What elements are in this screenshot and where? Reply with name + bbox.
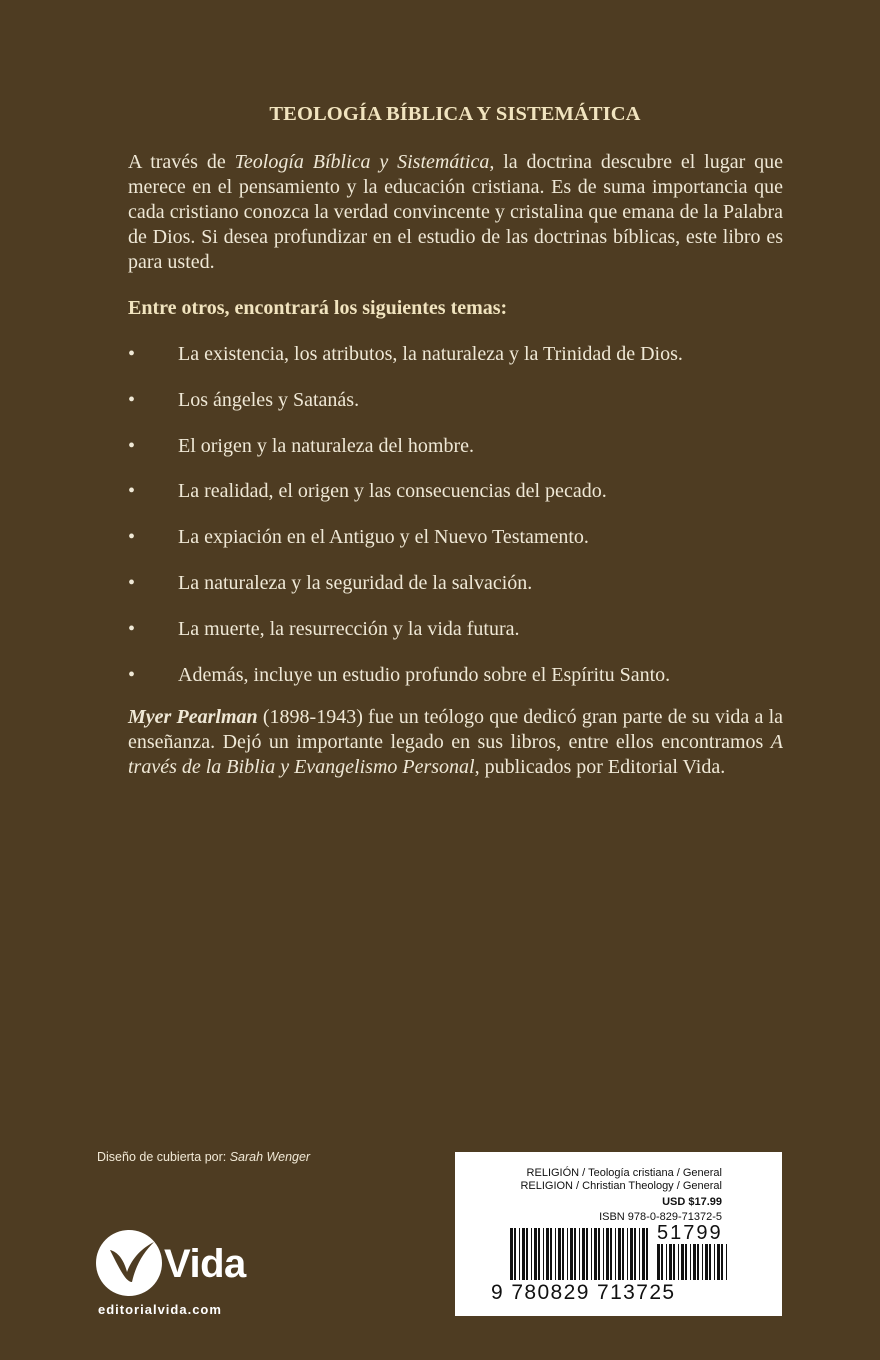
topic-text: La naturaleza y la seguridad de la salvación. xyxy=(178,571,533,594)
barcode-bar xyxy=(555,1228,556,1280)
topic-text: Además, incluye un estudio profundo sobre el Espíritu Santo. xyxy=(178,663,671,686)
designer-name: Sarah Wenger xyxy=(229,1150,311,1164)
barcode-bar xyxy=(598,1228,600,1280)
author-books: A través de la Biblia y Evangelismo Personal xyxy=(128,731,783,778)
topics-heading: Entre otros, encontrará los siguientes temas: xyxy=(128,297,508,319)
credit-label: Diseño de cubierta por: xyxy=(97,1150,230,1164)
topic-text: Los ángeles y Satanás. xyxy=(178,388,360,411)
barcode-bar xyxy=(717,1244,720,1280)
barcode-bar xyxy=(546,1228,549,1280)
bullet: • xyxy=(128,434,136,457)
barcode-bar xyxy=(550,1228,552,1280)
barcode-bar xyxy=(538,1228,540,1280)
bullet: • xyxy=(128,480,136,503)
dove-icon xyxy=(96,1230,162,1296)
topic-text: La expiación en el Antiguo y el Nuevo Testamento. xyxy=(178,526,589,549)
barcode-bar xyxy=(669,1244,672,1280)
intro-post: , la doctrina descubre el lugar que merece en el pensamiento y la educación cristiana. Es de suma importancia que cada cristiano conozca la verdad convincente y cristalina que emana de la Palabra de Dios. Si desea profundizar en el estudio de las doctrinas bíblicas, este libro es para usted. xyxy=(128,151,783,273)
barcode-bar xyxy=(594,1228,597,1280)
barcode-bar xyxy=(522,1228,525,1280)
vida-logo xyxy=(96,1230,266,1320)
bullet: • xyxy=(128,663,136,686)
barcode-bar xyxy=(726,1244,727,1280)
barcode-bar xyxy=(622,1228,624,1280)
topic-text: La realidad, el origen y las consecuencias del pecado. xyxy=(178,480,607,503)
barcode-bar xyxy=(721,1244,723,1280)
barcode-panel xyxy=(455,1152,782,1316)
barcode-bar xyxy=(657,1244,660,1280)
barcode-bar xyxy=(642,1228,645,1280)
publisher-url: editorialvida.com xyxy=(98,1302,222,1317)
bullet: • xyxy=(128,526,136,549)
barcode-bar xyxy=(510,1228,513,1280)
price: USD $17.99 xyxy=(662,1196,722,1208)
intro-pre: A través de xyxy=(128,151,235,173)
author-paragraph xyxy=(128,705,783,780)
barcode-bar xyxy=(702,1244,703,1280)
list-item xyxy=(128,342,788,388)
bullet: • xyxy=(128,571,136,594)
barcode-bar xyxy=(709,1244,711,1280)
barcode-bar xyxy=(586,1228,588,1280)
list-item xyxy=(128,525,788,571)
intro-paragraph xyxy=(128,150,783,275)
barcode-bar xyxy=(603,1228,604,1280)
bullet: • xyxy=(128,388,136,411)
addon-barcode xyxy=(657,1244,729,1280)
barcode-bar xyxy=(714,1244,715,1280)
list-item xyxy=(128,663,788,709)
barcode-bar xyxy=(618,1228,621,1280)
author-name: Myer Pearlman xyxy=(128,706,258,728)
barcode-bar xyxy=(543,1228,544,1280)
barcode-bar xyxy=(634,1228,636,1280)
barcode-bar xyxy=(630,1228,633,1280)
ean-digits: 9 780829 713725 xyxy=(491,1281,676,1304)
topic-text: La muerte, la resurrección y la vida futura. xyxy=(178,617,520,640)
author-post: , publicados por Editorial Vida. xyxy=(474,756,726,778)
barcode-bar xyxy=(531,1228,532,1280)
barcode-bar xyxy=(582,1228,585,1280)
price-addon-digits: 51799 xyxy=(657,1222,723,1244)
barcode-bar xyxy=(591,1228,592,1280)
barcode-bar xyxy=(570,1228,573,1280)
barcode-bar xyxy=(615,1228,616,1280)
barcode-bar xyxy=(606,1228,609,1280)
barcode-bar xyxy=(558,1228,561,1280)
list-item xyxy=(128,434,788,480)
topic-text: La existencia, los atributos, la naturaleza y la Trinidad de Dios. xyxy=(178,343,683,365)
barcode-bar xyxy=(646,1228,648,1280)
logo-wordmark: Vida xyxy=(164,1242,246,1286)
cover-design-credit xyxy=(97,1150,310,1164)
topics-list xyxy=(128,342,788,708)
barcode-bar xyxy=(574,1228,576,1280)
book-title: TEOLOGÍA BÍBLICA Y SISTEMÁTICA xyxy=(269,103,641,125)
barcode-bar xyxy=(526,1228,528,1280)
barcode-bar xyxy=(610,1228,612,1280)
barcode-bar xyxy=(534,1228,537,1280)
barcode-bar xyxy=(579,1228,580,1280)
barcode-bar xyxy=(697,1244,699,1280)
intro-book-title: Teología Bíblica y Sistemática xyxy=(234,151,490,173)
barcode-bar xyxy=(567,1228,568,1280)
category-spanish: RELIGIÓN / Teología cristiana / General xyxy=(526,1167,722,1179)
barcode-bar xyxy=(681,1244,684,1280)
barcode-bar xyxy=(690,1244,691,1280)
author-mid: (1898-1943) fue un teólogo que dedicó gran parte de su vida a la enseñanza. Dejó un importante legado en sus libros, entre ellos encontramos xyxy=(128,706,784,753)
barcode-bar xyxy=(673,1244,675,1280)
topic-text: El origen y la naturaleza del hombre. xyxy=(178,434,474,457)
barcode-bar xyxy=(519,1228,520,1280)
barcode-bar xyxy=(639,1228,640,1280)
list-item xyxy=(128,617,788,663)
bullet: • xyxy=(128,343,136,365)
list-item xyxy=(128,388,788,434)
bullet: • xyxy=(128,617,136,640)
barcode-bar xyxy=(514,1228,516,1280)
list-item xyxy=(128,479,788,525)
barcode-bar xyxy=(666,1244,667,1280)
ean-barcode xyxy=(510,1228,650,1280)
barcode-bar xyxy=(627,1228,628,1280)
isbn: ISBN 978-0-829-71372-5 xyxy=(599,1211,722,1223)
barcode-bar xyxy=(685,1244,687,1280)
barcode-bar xyxy=(693,1244,696,1280)
category-english: RELIGION / Christian Theology / General xyxy=(520,1180,722,1192)
barcode-bar xyxy=(678,1244,679,1280)
list-item xyxy=(128,571,788,617)
barcode-bar xyxy=(705,1244,708,1280)
barcode-bar xyxy=(562,1228,564,1280)
barcode-bar xyxy=(661,1244,663,1280)
